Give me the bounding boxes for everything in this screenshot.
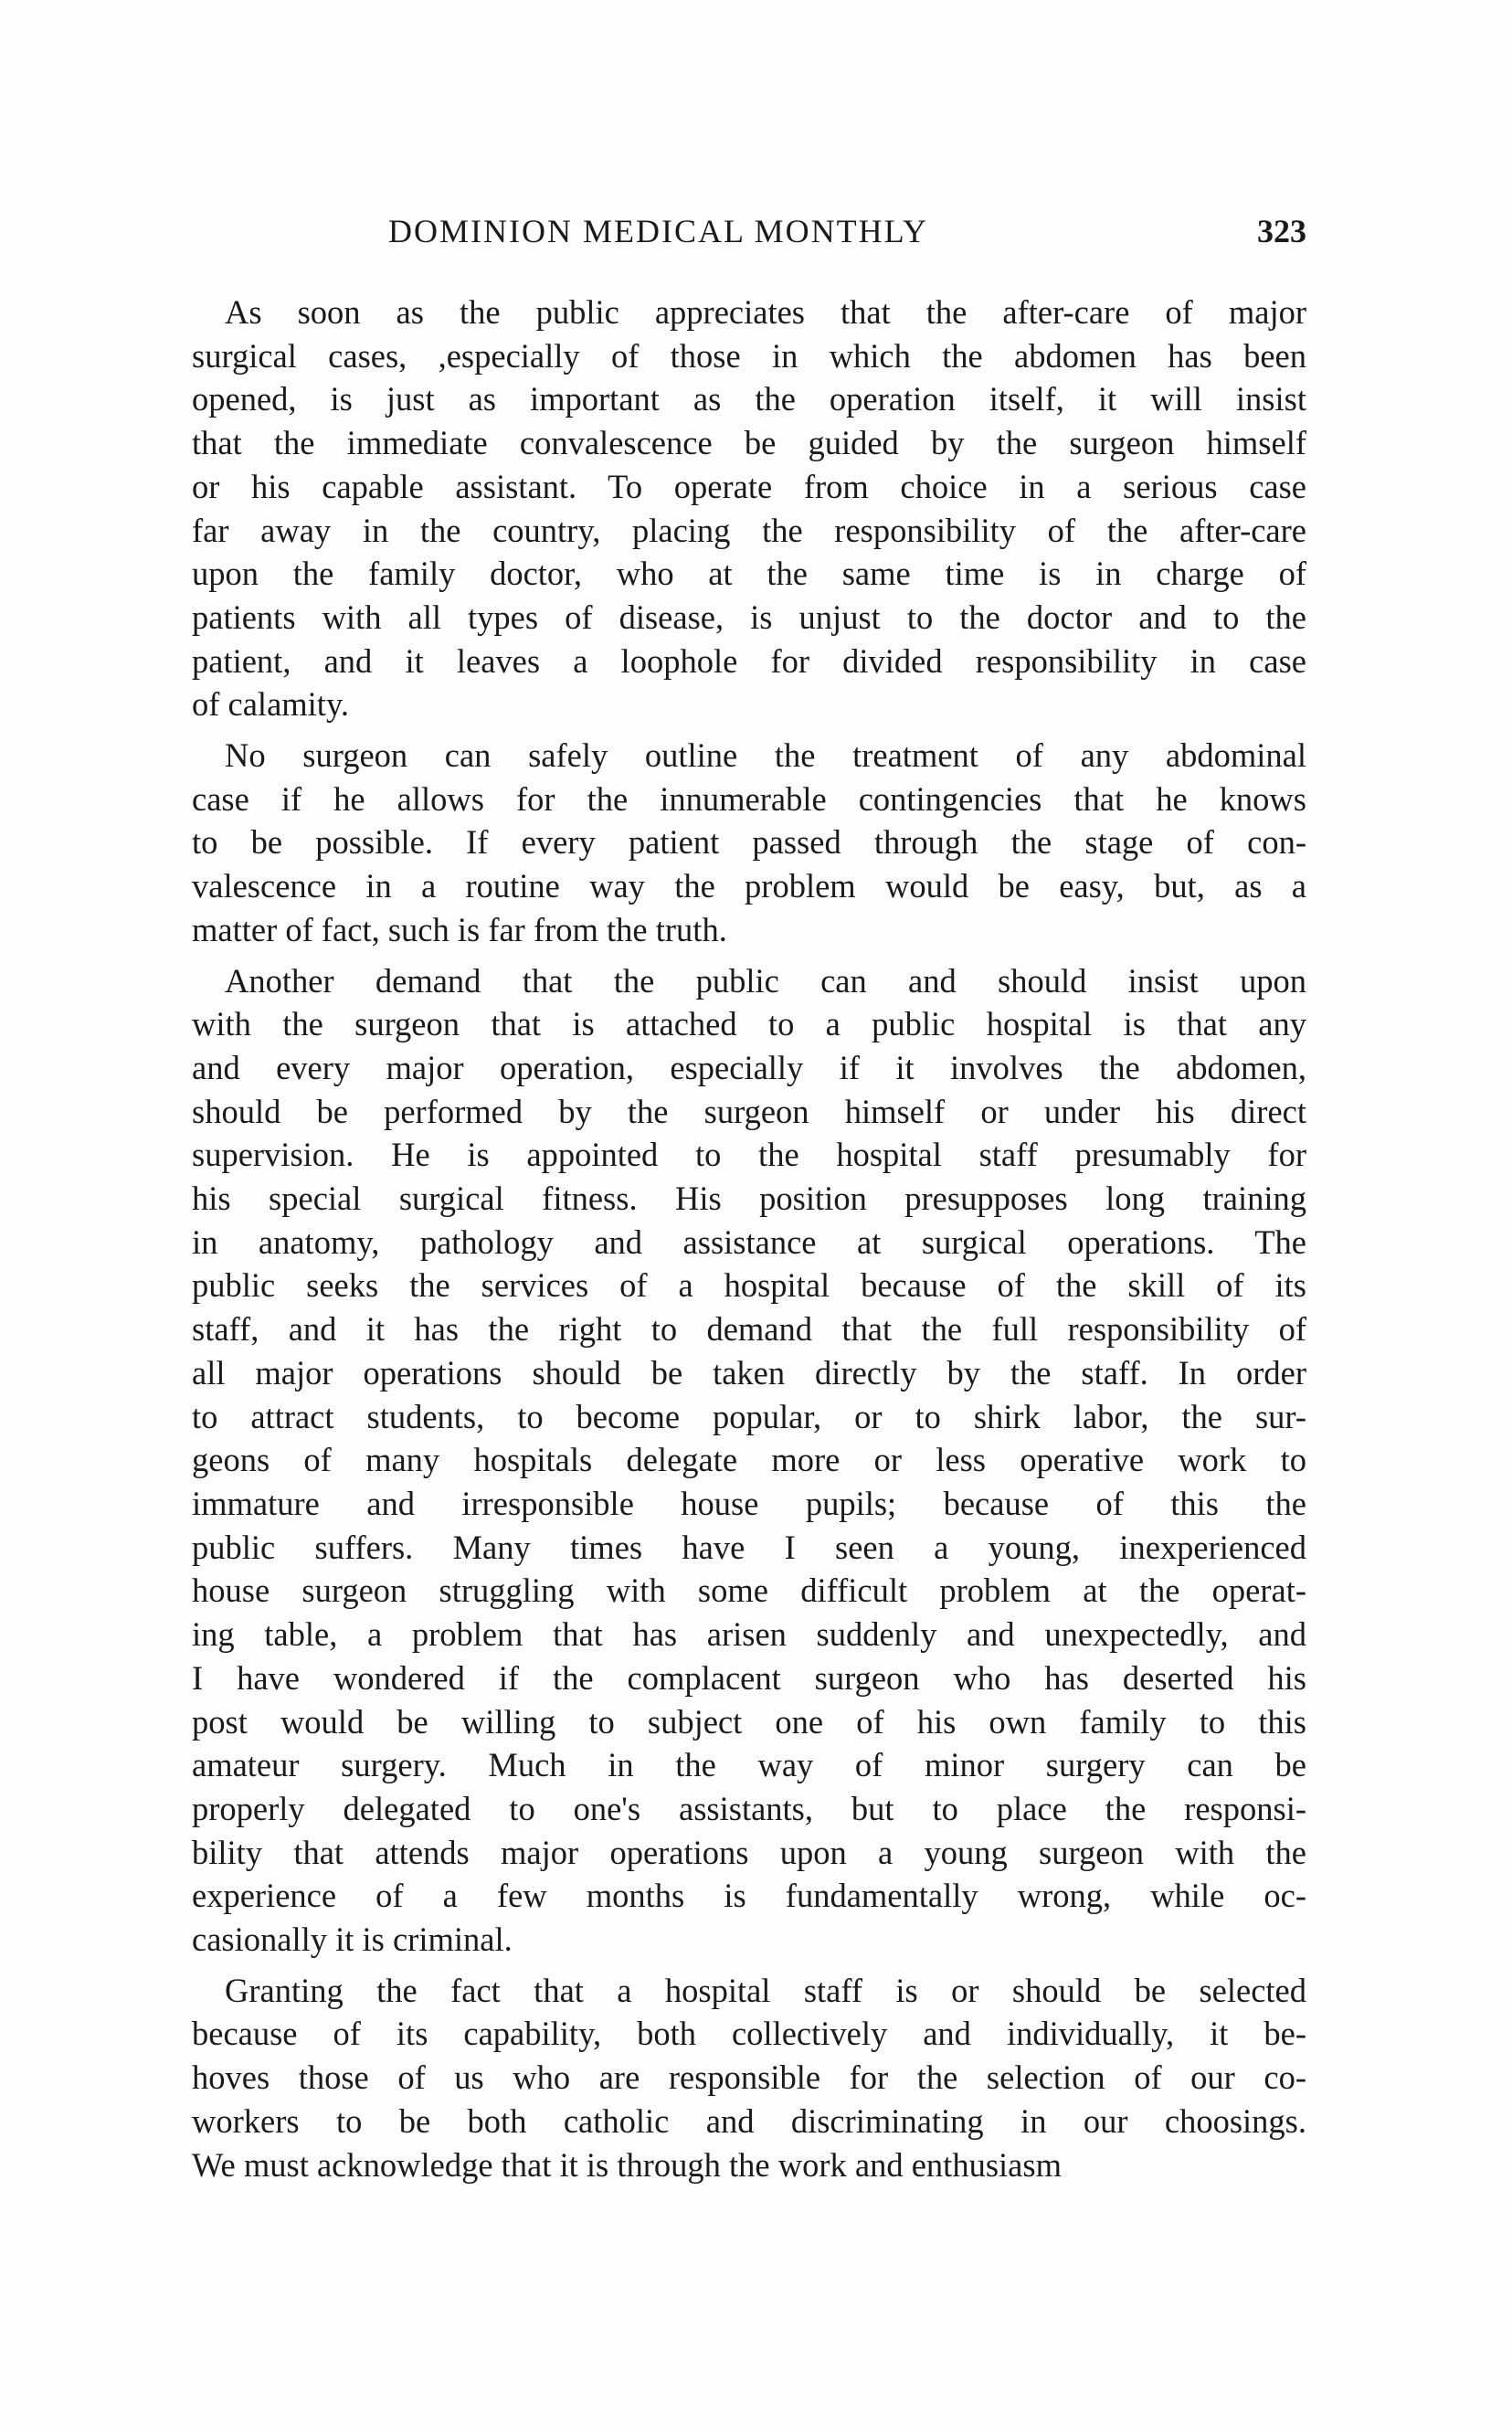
text-line: upon the family doctor, who at the same time is in charge of (192, 555, 1306, 593)
text-line: public seeks the services of a hospital because of the skill of its (192, 1266, 1306, 1305)
text-line: to attract students, to become popular, or to shirk labor, the sur- (192, 1397, 1306, 1435)
text-line: or his capable assistant. To operate from choice in a serious case (192, 467, 1306, 505)
text-line: valescence in a routine way the problem would be easy, but, as a (192, 867, 1306, 905)
text-line: post would be willing to subject one of his own family to this (192, 1702, 1306, 1741)
text-line: ing table, a problem that has arisen suddenly and unexpectedly, and (192, 1615, 1306, 1654)
text-line: to be possible. If every patient passed through the stage of con- (192, 823, 1306, 862)
text-line: staff, and it has the right to demand that the full responsibility of (192, 1310, 1306, 1349)
page-number: 323 (1257, 213, 1306, 249)
text-line: in anatomy, pathology and assistance at surgical operations. The (192, 1222, 1306, 1261)
text-line: geons of many hospitals delegate more or less operative work to (192, 1441, 1306, 1479)
text-line: his special surgical fitness. His position presupposes long training (192, 1180, 1306, 1218)
running-head: DOMINION MEDICAL MONTHLY (388, 213, 929, 249)
text-line: and every major operation, especially if it involves the abdomen, (192, 1048, 1306, 1086)
text-line: that the immediate convalescence be guided by the surgeon himself (192, 424, 1306, 462)
text-line: matter of fact, such is far from the truth. (192, 910, 727, 948)
text-line: patients with all types of disease, is unjust to the doctor and to the (192, 598, 1306, 636)
text-line: patient, and it leaves a loophole for divided responsibility in case (192, 641, 1306, 680)
text-line: We must acknowledge that it is through the work and enthusiasm (192, 2145, 1062, 2184)
text-line: immature and irresponsible house pupils; because of this the (192, 1484, 1306, 1522)
text-line: should be performed by the surgeon himself or under his direct (192, 1092, 1306, 1130)
page-header (192, 212, 1306, 258)
text-line: properly delegated to one's assistants, but to place the responsi- (192, 1789, 1306, 1827)
text-line: casionally it is criminal. (192, 1921, 513, 1959)
text-line: house surgeon struggling with some difficult problem at the operat- (192, 1572, 1306, 1610)
text-line: No surgeon can safely outline the treatment of any abdominal (225, 736, 1306, 775)
text-line: Another demand that the public can and should insist upon (225, 961, 1306, 1000)
text-line: I have wondered if the complacent surgeon who has deserted his (192, 1658, 1306, 1697)
text-line: all major operations should be taken directly by the staff. In order (192, 1353, 1306, 1392)
text-line: supervision. He is appointed to the hospital staff presumably for (192, 1136, 1306, 1174)
text-line: because of its capability, both collectively and individually, it be- (192, 2015, 1306, 2053)
article-body (192, 291, 1306, 2194)
text-line: hoves those of us who are responsible for the selection of our co- (192, 2058, 1306, 2097)
text-line: public suffers. Many times have I seen a young, inexperienced (192, 1528, 1306, 1566)
text-line: Granting the fact that a hospital staff is or should be selected (225, 1971, 1306, 2009)
text-line: surgical cases, ,especially of those in which the abdomen has been (192, 336, 1306, 375)
text-line: opened, is just as important as the operation itself, it will insist (192, 380, 1306, 418)
text-line: bility that attends major operations upon a young surgeon with the (192, 1833, 1306, 1871)
text-line: experience of a few months is fundamentally wrong, while oc- (192, 1877, 1306, 1915)
paragraph (192, 1969, 1306, 2187)
text-line: far away in the country, placing the responsibility of the after-care (192, 511, 1306, 549)
text-line: with the surgeon that is attached to a public hospital is that any (192, 1005, 1306, 1043)
text-line: of calamity. (192, 685, 349, 724)
text-line: amateur surgery. Much in the way of minor surgery can be (192, 1746, 1306, 1784)
paragraph (192, 734, 1306, 952)
paragraph (192, 959, 1306, 1962)
text-line: case if he allows for the innumerable contingencies that he knows (192, 779, 1306, 818)
paragraph (192, 291, 1306, 726)
text-line: workers to be both catholic and discriminating in our choosings. (192, 2101, 1306, 2140)
text-line: As soon as the public appreciates that the after-care of major (225, 293, 1306, 331)
